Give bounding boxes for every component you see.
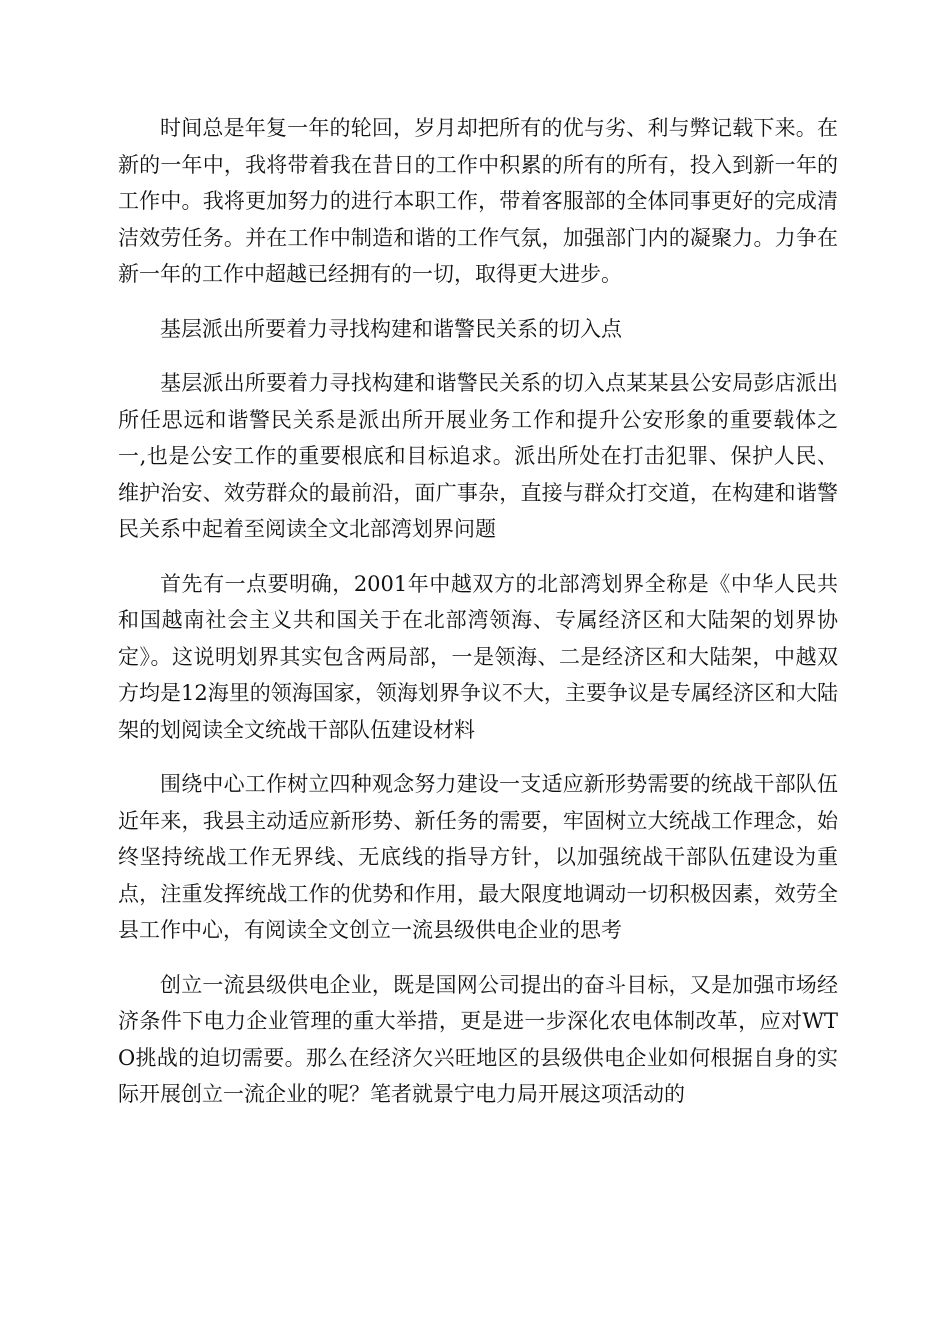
article-heading-police-relations: 基层派出所要着力寻找构建和谐警民关系的切入点 bbox=[160, 316, 622, 341]
paragraph-united-front: 围绕中心工作树立四种观念努力建设一支适应新形势需要的统战干部队伍近年来，我县主动适应新形势、新任务的需要，牢固树立大统战工作理念，始终坚持统战工作无界线、无底线的指导方针，以加强统战干部队伍建设为重点，注重发挥统战工作的优势和作用，最大限度地调动一切积极因素，效劳全县工作中心，有阅读全文创立一流县级供电企业的思考 bbox=[118, 772, 838, 942]
paragraph-police-relations: 基层派出所要着力寻找构建和谐警民关系的切入点某某县公安局彭店派出所任思远和谐警民关系是派出所开展业务工作和提升公安形象的重要载体之一,也是公安工作的重要根底和目标追求。派出所处在打击犯罪、保护人民、维护治安、效劳群众的最前沿，面广事杂，直接与群众打交道，在构建和谐警民关系中起着至阅读全文北部湾划界问题 bbox=[118, 371, 838, 541]
paragraph-power-supply: 创立一流县级供电企业，既是国网公司提出的奋斗目标，又是加强市场经济条件下电力企业管理的重大举措，更是进一步深化农电体制改革，应对WTO挑战的迫切需要。那么在经济欠兴旺地区的县级供电企业如何根据自身的实际开展创立一流企业的呢？笔者就景宁电力局开展这项活动的 bbox=[118, 972, 838, 1106]
paragraph-beibu-gulf: 首先有一点要明确，2001年中越双方的北部湾划界全称是《中华人民共和国越南社会主义共和国关于在北部湾领海、专属经济区和大陆架的划界协定》。这说明划界其实包含两局部，一是领海、二是经济区和大陆架，中越双方均是12海里的领海国家，领海划界争议不大，主要争议是专属经济区和大陆架的划阅读全文统战干部队伍建设材料 bbox=[118, 571, 838, 742]
document-body bbox=[118, 110, 838, 1131]
paragraph-year-review: 时间总是年复一年的轮回，岁月却把所有的优与劣、利与弊记载下来。在新的一年中，我将带着我在昔日的工作中积累的所有的所有，投入到新一年的工作中。我将更加努力的进行本职工作，带着客服部的全体同事更好的完成清洁效劳任务。并在工作中制造和谐的工作气氛，加强部门内的凝聚力。力争在新一年的工作中超越已经拥有的一切，取得更大进步。 bbox=[118, 116, 838, 286]
